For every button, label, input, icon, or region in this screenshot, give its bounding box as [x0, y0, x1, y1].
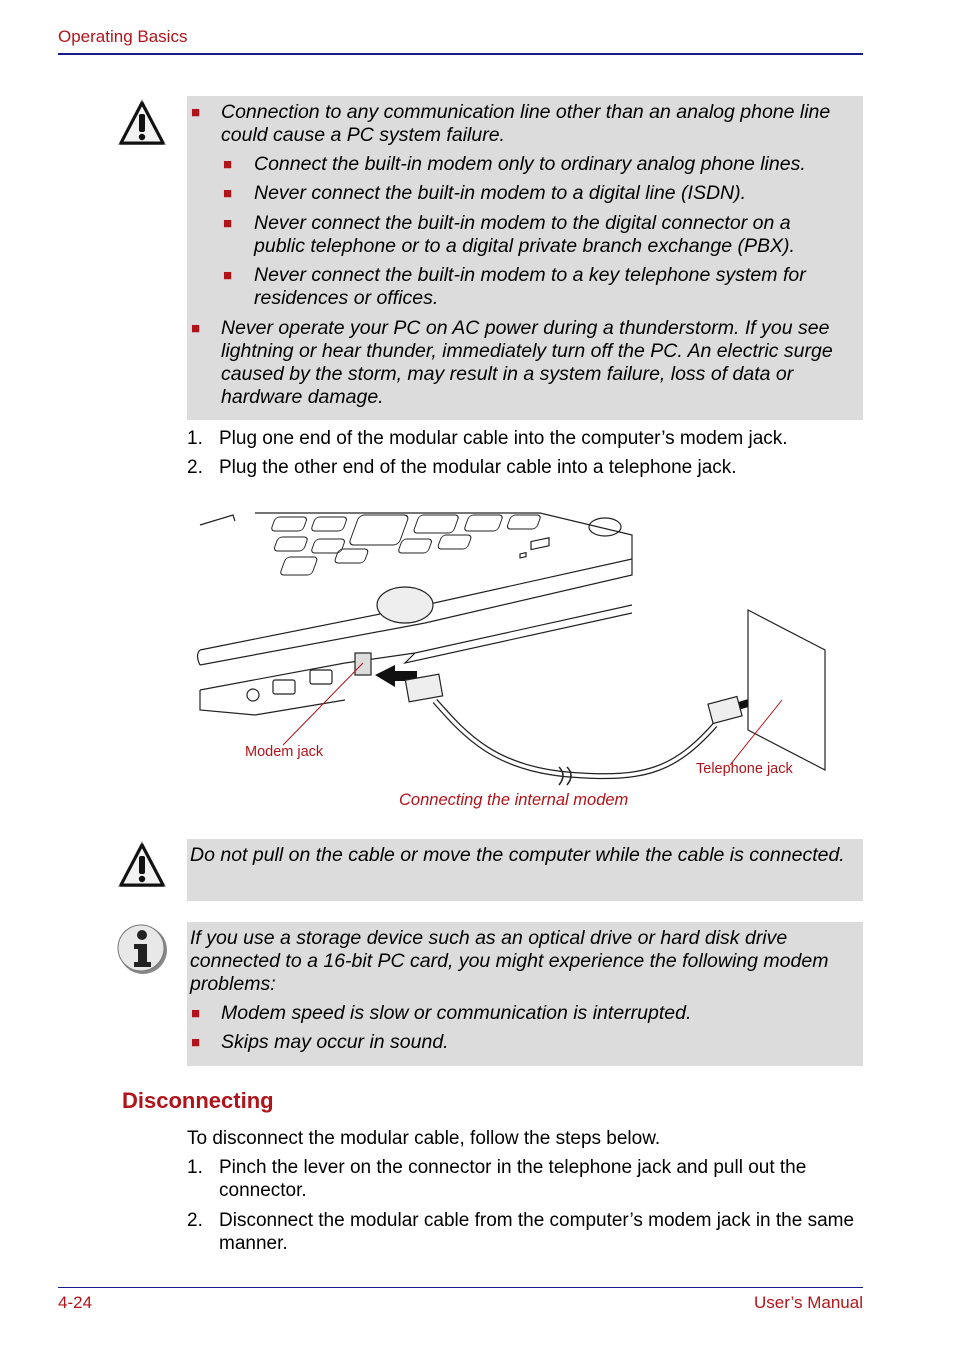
caution-item: Never operate your PC on AC power during a thunderstorm. If you see lightning or hear thunder, immediately turn off the PC. An electric surge caused by the storm, may result in a system failure, loss of data or hardware damage.	[221, 317, 833, 408]
caution-subitem: Connect the built-in modem only to ordinary analog phone lines.	[254, 153, 806, 175]
caution-subitem: Never connect the built-in modem to a digital line (ISDN).	[254, 182, 747, 204]
step-number: 2.	[187, 1210, 203, 1231]
info-text: If you use a storage device such as an optical drive or hard disk drive connected to a 16-bit PC card, you might experience the following modem problems:	[190, 927, 829, 995]
modem-jack-label: Modem jack	[245, 744, 324, 760]
section-heading: Disconnecting	[122, 1088, 274, 1113]
step-number: 2.	[187, 457, 203, 478]
caution-box-1	[187, 96, 863, 420]
step-number: 1.	[187, 428, 203, 449]
bullet-icon: ■	[191, 320, 201, 337]
bullet-icon: ■	[223, 215, 233, 232]
caution-subitem: Never connect the built-in modem to the digital connector on a public telephone or to a digital private branch exchange (PBX).	[254, 212, 795, 257]
bullet-icon: ■	[223, 156, 233, 173]
step-number: 1.	[187, 1157, 203, 1178]
info-item: Modem speed is slow or communication is interrupted.	[221, 1002, 692, 1024]
info-box	[187, 922, 863, 1066]
section-intro: To disconnect the modular cable, follow the steps below.	[187, 1128, 661, 1149]
step-text: Plug the other end of the modular cable into a telephone jack.	[219, 457, 737, 478]
info-item: Skips may occur in sound.	[221, 1031, 449, 1053]
caution-icon	[115, 838, 169, 892]
running-header: Operating Basics	[58, 27, 188, 46]
figure-caption: Connecting the internal modem	[399, 791, 629, 809]
bullet-icon: ■	[223, 185, 233, 202]
step-text: Plug one end of the modular cable into the computer’s modem jack.	[219, 428, 788, 449]
caution-subitem: Never connect the built-in modem to a key telephone system for residences or offices.	[254, 264, 806, 309]
caution-text: Do not pull on the cable or move the computer while the cable is connected.	[190, 844, 845, 866]
step-text: Disconnect the modular cable from the computer’s modem jack in the same manner.	[219, 1210, 855, 1254]
caution-item: Connection to any communication line other than an analog phone line could cause a PC system failure.	[221, 101, 831, 146]
step-text: Pinch the lever on the connector in the telephone jack and pull out the connector.	[219, 1157, 807, 1201]
caution-box-2	[187, 839, 863, 901]
telephone-jack-label: Telephone jack	[696, 761, 793, 777]
bullet-icon: ■	[191, 104, 201, 121]
bullet-icon: ■	[191, 1005, 201, 1022]
page-number: 4-24	[58, 1293, 93, 1312]
bullet-icon: ■	[223, 267, 233, 284]
manual-title: User’s Manual	[754, 1293, 863, 1312]
info-icon	[116, 922, 168, 976]
header-rule	[58, 53, 863, 55]
caution-icon	[115, 96, 169, 150]
footer-rule	[58, 1287, 863, 1288]
bullet-icon: ■	[191, 1034, 201, 1051]
